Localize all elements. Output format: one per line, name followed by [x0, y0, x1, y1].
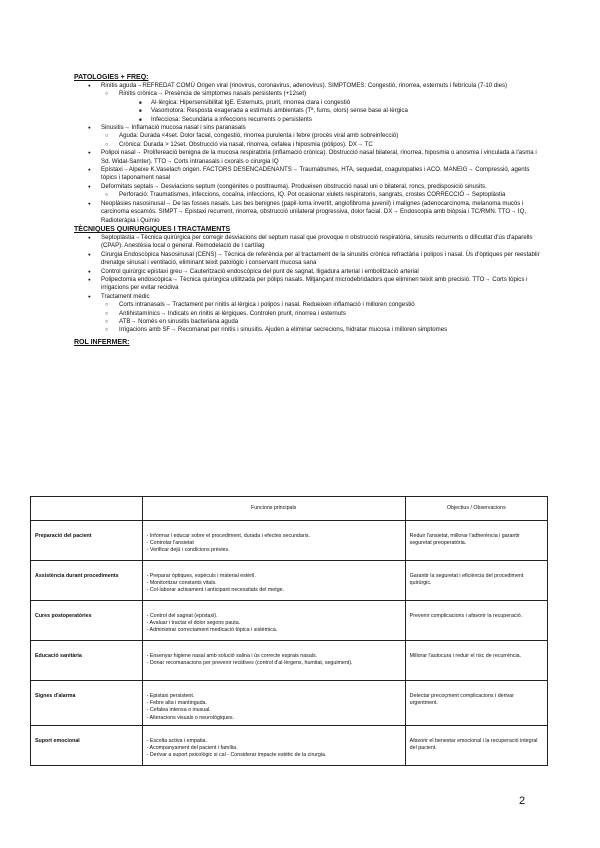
- table-row: [31, 725, 548, 765]
- list-item-text: Aguda: Durada <4set. Dolor facial, congestió, rinorrea purulenta i febre (procés viral amb sobreinfecció): [119, 132, 399, 140]
- heading-rol-infermer: ROL INFERMER:: [74, 338, 130, 346]
- list-item-text: Polipoi nasal→ Prolifereació benigna de la mucosa respiratòria (inflamació crònica). Obstrucció nasal bilateral, rinorrea, hiposmia o anosmia i vinculada a l'asma i Sd. Widal-Samter). TTO→ Corts intranasals i cxorals o cirurgia IQ: [101, 149, 537, 165]
- list-item: [101, 301, 544, 309]
- function-item: - Derivar a suport psicològic si cal - Considerar impacte estètic de la cirurgia.: [146, 752, 327, 759]
- function-item: - Administrar correctament medicació tòpica i sistèmica.: [146, 627, 278, 634]
- table-row: [31, 681, 548, 726]
- sub-list: [101, 301, 544, 335]
- table-header-cell: Funcions principals: [142, 497, 405, 521]
- objective-cell: Millorar l'autocura i reduir el risc de recurrència.: [405, 641, 547, 681]
- role-cell: Signes d'alarma: [31, 681, 143, 726]
- list-item-text: Epístaxi→Alpeixe K.Vaselach origen. FACTORS DESENCADENANTS→ Traumatismes, HTA, sequedat, coagulopaties i ACO. MANEIG→ Compressió, agents tòpics i taponament nasal: [101, 166, 530, 182]
- list-item-text: ATB→ Només en sinusitis bacteriana aguda: [119, 317, 239, 325]
- list-item-text: Vasomotora: Resposta exagerada a estímuls ambientals (Tª, fums, olors) sense base al·lèrgica: [151, 107, 408, 115]
- role-cell: Assistència durant procediments: [31, 561, 143, 601]
- function-item: - Verificar dejú i condicions prèvies.: [146, 547, 230, 554]
- list-item: [101, 310, 544, 318]
- functions-cell: [142, 521, 405, 561]
- function-item: - Monitoritzar constants vitals.: [146, 580, 217, 587]
- list-item: [101, 191, 544, 199]
- list-item-text: Neoplàsies nasosinusal→ De las fosses nasals. Les bes benignes (papil·loma invertit, angiofibroma juvenil) i malignes (adenocarcinoma, melanoma mucós i carcinoma escamós. SIMPT→ Epistaxi recurrent, rinorrea, obstrucció unilateral progressiva, dolor facial. DX→ Endoscopia amb biòpsia i TC/RMN. TTO→ IQ, Radioteràpia i Quimio: [101, 199, 527, 224]
- list-item: [74, 251, 544, 268]
- objective-cell: Reduir l'ansietat, millorar l'adherència i garantir seguretat preoperatòria.: [405, 521, 547, 561]
- list-item: [74, 234, 544, 251]
- functions-cell: [142, 681, 405, 726]
- list-item-text: Perforació: Traumatismes, infeccions, cocaïna, infeccions, IQ. Pot ocasionar xiulets respiratoris, sangrats, crostes CORRECCIÓ→ Septoplàstia: [119, 191, 506, 199]
- sub-list: [101, 90, 544, 124]
- rol-infermer-table: [30, 496, 548, 766]
- list-item: [137, 99, 544, 107]
- function-item: - Control del sagnat (epístaxi).: [146, 613, 218, 619]
- page-number: 2: [519, 795, 526, 807]
- functions-cell: [142, 601, 405, 641]
- function-item: - Informar i educar sobre el procediment, durada i efectes secundaris.: [146, 533, 310, 539]
- list-item: [101, 90, 544, 124]
- function-item: - Cefalea intensa o inusual.: [146, 707, 211, 714]
- notes-content: [74, 73, 544, 347]
- role-cell: Educació sanitària: [31, 641, 143, 681]
- table-header-cell: Objectius / Observacions: [405, 497, 547, 521]
- functions-cell: [142, 641, 405, 681]
- table-row: [31, 561, 548, 601]
- list-item-text: Crònica: Durada > 12set. Obstrucció via nasal, rinorrea, cefalea i hiposmia (pòlipos). DX→ TC: [119, 140, 373, 148]
- list-item: [137, 107, 544, 115]
- function-item: - Controlar l'ansietat: [146, 540, 194, 547]
- tecniques-list: [74, 234, 544, 335]
- function-item: - Preparar òptiques, espèculs i material estèril.: [146, 573, 256, 579]
- list-item: [74, 149, 544, 166]
- function-item: - Epistaxi persistent.: [146, 693, 195, 699]
- list-item: [137, 116, 544, 124]
- list-item: [101, 141, 544, 149]
- table-row: [31, 521, 548, 561]
- heading-patologies: PATOLOGIES + FREQ:: [74, 74, 149, 81]
- function-item: - Alteracions visuals o neurològiques.: [146, 714, 235, 721]
- list-item-text: Sinusitis→ Inflamació mucosa nasal i sins paranasals: [101, 124, 246, 132]
- list-item-text: Cirurgia Endoscòpica Nasosinusal (CENS)→ Tècnica de referència per al tractament de la sinusitis crònica refractària i polipos i nasal. Ús d'òptiques per reestablir drenatge sinusal i ventilació, eliminant teixit patològic i conservant mucosa sana: [101, 250, 540, 267]
- function-item: - Col·laborar activament i anticipant necessitats del metge.: [146, 587, 285, 594]
- function-item: - Donar recomanacions per prevenir recidives (control d'al·lèrgens, humitat, seguiment).: [146, 660, 353, 667]
- functions-cell: [142, 561, 405, 601]
- list-item: [74, 293, 544, 335]
- list-item-text: Rinitis crònica→ Presència de simptomes nasals persistents (+12set): [119, 90, 307, 98]
- heading-tecniques: TÈCNIQUES QUIRURGIQUES I TRACTAMENTS: [74, 225, 231, 233]
- table-header-row: [31, 497, 548, 521]
- sub-list: [119, 99, 544, 124]
- list-item-text: Polipectomia endoscòpica→ Tècnica quirúrgica utilitzada per pòlips nasals. Mitjançant microdebridadors que eliminen teixit amb precisió. TTO→ Corts tòpics i irrigacions per evitar recidiva: [101, 275, 528, 292]
- table-row: [31, 601, 548, 641]
- list-item: [74, 166, 544, 183]
- table-row: [31, 641, 548, 681]
- role-cell: Preparació del pacient: [31, 521, 143, 561]
- table-header-cell: [31, 497, 143, 521]
- objective-cell: Prevenir complicacions i afavorir la recuperació.: [405, 601, 547, 641]
- function-item: - Escolta activa i empatia.: [146, 737, 207, 744]
- role-cell: Cures postoperatòries: [31, 601, 143, 641]
- list-item: [101, 326, 544, 334]
- objective-cell: Garantir la seguretat i eficiència del procediment quirúrgic.: [405, 561, 547, 601]
- sub-list: [101, 191, 544, 199]
- list-item-text: Tractament mèdic: [101, 292, 150, 300]
- patologies-list: [74, 82, 544, 225]
- list-item: [74, 124, 544, 149]
- list-item-text: Deformitats septals→ Desviacions septum (congènites o posttrauma). Produeixen obstrucció nasal uni o bilateral, roncs, predisposició sinusits.: [101, 182, 487, 190]
- list-item-text: Irrigacions amb SF→ Recomanat per rinitis i sinusitis. Ajuden a eliminar secrecions, hidratar mucosa i milloren simptomes: [119, 326, 448, 334]
- list-item: [101, 132, 544, 140]
- objective-cell: Detectar precoçment complicacions i derivar urgentment.: [405, 681, 547, 726]
- list-item: [74, 82, 544, 124]
- list-item-text: Rinitis aguda→REFREDAT COMÚ Origen viral (rinovirus, coronavirus, adenovirus). SIMPTOMES: Congestió, rinorrea, esternuts i febrícula (7-10 dies): [101, 82, 508, 89]
- list-item-text: Al·lèrgica: Hipersensibilitat IgE. Esternuts, prurit, rinorrea clara i congestió: [151, 98, 351, 106]
- function-item: - Acompanyament del pacient i família.: [146, 745, 238, 752]
- list-item-text: Infecciosa: Secundària a infeccions recurrents o persistents: [151, 115, 312, 123]
- function-item: - Avaluar i tractar el dolor segons pauta.: [146, 620, 241, 627]
- list-item-text: Corts intranasals→ Tractament per rinitis al·lèrgica i polipos i nasal. Redueixen inflamació i milloren congestió: [119, 301, 415, 309]
- list-item: [74, 276, 544, 293]
- list-item: [101, 318, 544, 326]
- list-item-text: Septoplàstia→Tècnica quirúrgica per corregir desviacions del septum nasal que provoque n obstrucció respiratòria, sinusits recurrents o dificultat d'ús d'aparells (CPAP). Anestèsia local o general. Remodelació de l cartílag: [101, 233, 533, 250]
- sub-list: [101, 132, 544, 149]
- list-item: [74, 200, 544, 225]
- function-item: - Ensenyar higiene nasal amb solució salina i ús correcte esprais nasals.: [146, 653, 318, 659]
- role-cell: Suport emocional: [31, 725, 143, 765]
- list-item: [74, 268, 544, 276]
- list-item-text: Control quirúrgic epistaxi greu→ Cauterització endoscòpica del punt de sagnat, lligadura arterial i embolització arterial: [101, 267, 419, 275]
- list-item: [74, 183, 544, 200]
- functions-cell: [142, 725, 405, 765]
- function-item: - Febre alta i mantinguda.: [146, 700, 207, 707]
- objective-cell: Afavorir el benestar emocional i la recuperació integral del pacient.: [405, 725, 547, 765]
- list-item-text: Antihistamínics→ Indicats en rinitis al·lèrgiques. Controlen prurit, rinorrea i esternuts: [119, 309, 346, 317]
